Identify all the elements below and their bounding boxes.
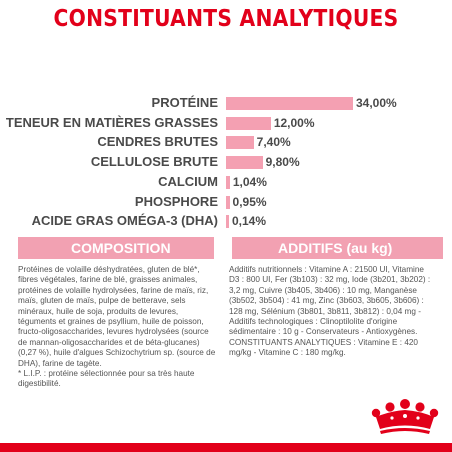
value-bar	[226, 215, 229, 228]
value-label: 0,14%	[232, 214, 267, 229]
category-label: CALCIUM	[158, 173, 218, 189]
additifs-heading-label: ADDITIFS (au kg)	[278, 240, 393, 256]
chart-row	[0, 133, 452, 151]
bottom-brand-band	[0, 443, 452, 452]
value-label: 1,04%	[232, 174, 267, 189]
value-bar	[226, 136, 254, 149]
value-bar	[226, 196, 230, 209]
category-label: TENEUR EN MATIÈRES GRASSES	[5, 114, 218, 130]
composition-footnote: * L.I.P. : protéine sélectionnée pour sa très haute digestibilité.	[18, 369, 195, 389]
composition-heading-label: COMPOSITION	[71, 240, 171, 256]
category-label: CENDRES BRUTES	[97, 134, 218, 150]
value-label: 0,95%	[232, 194, 267, 209]
category-label: PROTÉINE	[151, 95, 218, 110]
page-title: CONSTITUANTS ANALYTIQUES	[53, 6, 399, 32]
additifs-text	[229, 265, 434, 359]
value-label: 34,00%	[356, 96, 397, 110]
category-label: CELLULOSE BRUTE	[90, 154, 218, 170]
additifs-heading	[232, 237, 443, 259]
chart-row	[0, 153, 452, 171]
composition-heading	[18, 237, 214, 259]
royal-canin-crown-logo	[370, 398, 440, 441]
value-bar	[226, 97, 353, 110]
value-label: 9,80%	[265, 155, 300, 170]
composition-text	[18, 265, 218, 390]
value-label: 7,40%	[256, 135, 291, 150]
value-bar	[226, 156, 263, 169]
composition-paragraph: Protéines de volaille déshydratées, gluten de blé*, fibres végétales, farine de blé, graisses animales, protéines de volaille hydrolysées, farine de maïs, riz, maïs, gluten de maïs, pulpe de betterave, sels minéraux, huile de soja, produits de levures, téguments et graines de psyllium, huile de poisson, fructo-oligosaccharides, levures hydrolysées (source de mannan-oligosaccharides et de béta-glucanes) (0,27 %), huile d'algues Schizochytrium sp. (source de DHA), farine de tagète.	[18, 265, 216, 368]
chart-row	[0, 212, 452, 230]
chart-row	[0, 193, 452, 211]
chart-row	[0, 114, 452, 132]
category-label: ACIDE GRAS OMÉGA-3 (DHA)	[31, 213, 218, 229]
additifs-paragraph: Additifs nutritionnels : Vitamine A : 21500 UI, Vitamine D3 : 800 UI, Fer (3b103) : 32 mg, Iode (3b201, 3b202) : 3,2 mg, Cuivre (3b405, 3b406) : 10 mg, Manganèse (3b502, 3b504) : 41 mg, Zinc (3b603, 3b605, 3b606) : 128 mg, Sélénium (3b801, 3b811, 3b812) : 0,04 mg - Additifs technologiques : Clinoptilolite d'origine sédimentaire : 10 g - Conservateurs - Antioxygènes.	[229, 265, 431, 337]
additifs-vitamins: CONSTITUANTS ANALYTIQUES : Vitamine E : 420 mg/kg - Vitamine C : 180 mg/kg.	[229, 337, 418, 358]
value-bar	[226, 176, 230, 189]
value-bar	[226, 117, 271, 130]
category-label: PHOSPHORE	[134, 193, 218, 209]
chart-row	[0, 173, 452, 191]
value-label: 12,00%	[273, 115, 315, 130]
chart-row	[0, 94, 452, 112]
